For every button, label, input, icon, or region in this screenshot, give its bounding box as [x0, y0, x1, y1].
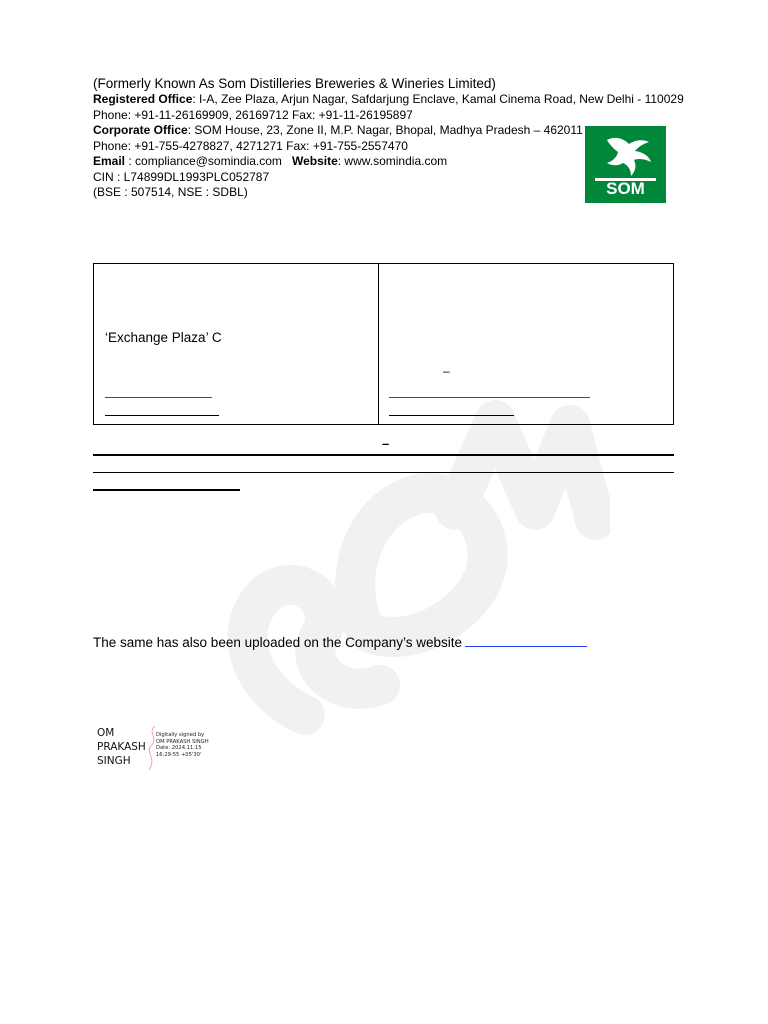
left-underline [105, 415, 219, 416]
registered-office-address: : I-A, Zee Plaza, Arjun Nagar, Safdarjung Enclave, Kamal Cinema Road, New Delhi - 110029 [192, 92, 684, 106]
registered-phone: Phone: +91-11-26169909, 26169712 Fax: +91-11-26195897 [93, 107, 413, 122]
signatory-name-line3: SINGH [97, 755, 131, 767]
signature-detail-line4: 16:29:55 +05'30' [156, 751, 202, 758]
corporate-office-label: Corporate Office [93, 123, 188, 137]
left-email-link[interactable] [105, 397, 212, 398]
signature-detail-line2: OM PRAKASH SINGH [156, 738, 209, 745]
subject-dash: – [382, 436, 390, 451]
corporate-phone: Phone: +91-755-4278827, 4271271 Fax: +91-755-2557470 [93, 138, 408, 153]
signatory-name-line1: OM [97, 727, 115, 739]
corporate-office-address: : SOM House, 23, Zone II, M.P. Nagar, Bhopal, Madhya Pradesh – 462011 [187, 123, 583, 137]
digital-signature [97, 722, 227, 772]
signature-detail-line3: Date: 2024.11.15 [156, 745, 202, 751]
email-value: : compliance@somindia.com [125, 154, 282, 168]
right-underline [389, 415, 514, 416]
registered-office [93, 92, 683, 108]
website-value: : www.somindia.com [337, 154, 448, 168]
addressee-table [93, 263, 674, 425]
website-upload-sentence [93, 634, 587, 650]
subject-rule-bottom [93, 472, 674, 473]
registered-office-label: Registered Office [93, 92, 193, 106]
right-email-link[interactable] [389, 397, 590, 398]
website-label: Website [291, 154, 338, 168]
formerly-known-as: (Formerly Known As Som Distilleries Breweries & Wineries Limited) [93, 76, 496, 91]
salutation-underline [93, 489, 240, 491]
email-label: Email [93, 154, 126, 168]
signatory-name-line2: PRAKASH [97, 741, 146, 753]
signature-details [156, 732, 209, 758]
company-website-link[interactable] [465, 634, 587, 647]
table-divider [378, 264, 379, 424]
som-logo [585, 126, 666, 203]
right-cell-dash: – [443, 364, 450, 378]
signatory-name [97, 726, 146, 768]
logo-text: SOM [606, 179, 645, 198]
cin-number: CIN : L74899DL1993PLC052787 [93, 169, 270, 184]
website-upload-text: The same has also been uploaded on the Company’s website [93, 635, 462, 650]
stock-listing: (BSE : 507514, NSE : SDBL) [93, 185, 248, 199]
subject-rule-top [93, 454, 674, 456]
exchange-plaza-text: ‘Exchange Plaza’ C [105, 330, 222, 345]
signature-detail-line1: Digitally signed by [156, 732, 205, 738]
